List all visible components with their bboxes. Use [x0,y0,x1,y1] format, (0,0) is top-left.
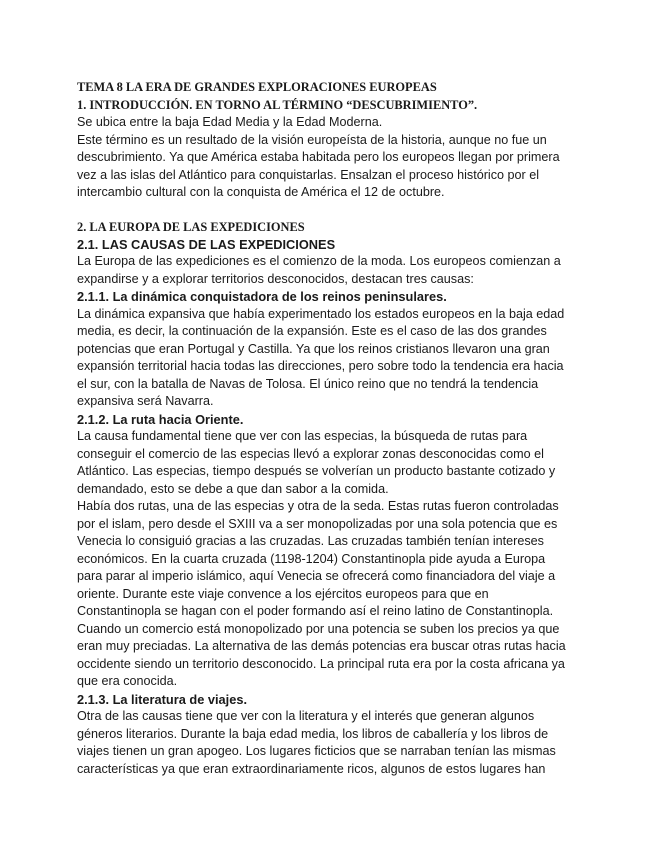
text-line: económicos. En la cuarta cruzada (1198-1204) Constantinopla pide ayuda a Europa [77,551,546,566]
text-line: el sur, con la batalla de Navas de Tolosa. El único reino que no tendrá la tendencia [77,376,539,391]
section-2-1-body [77,253,597,288]
text-line: viajes tienen un gran apogeo. Los lugares ficticios que se narraban tenían las mismas [77,744,556,758]
text-line: La dinámica expansiva que había experimentado los estados europeos en la baja edad [77,306,565,321]
text-line: expansiva será Navarra. [77,394,214,408]
text-line: expandirse y a explorar territorios desconocidos, destacan tres causas: [77,271,474,286]
text-line: vez a las islas del Atlántico para conquistarlas. Ensalzan el proceso histórico por el [77,167,540,182]
text-line: Este término es un resultado de la visión europeísta de la historia, aunque no fue un [77,132,547,147]
section-2-heading: 2. LA EUROPA DE LAS EXPEDICIONES [77,219,305,234]
text-line: Otra de las causas tiene que ver con la literatura y el interés que generan algunos [77,709,535,723]
text-line: descubrimiento. Ya que América estaba habitada pero los europeos llegan por primera [77,150,560,164]
text-line: La Europa de las expediciones es el comienzo de la moda. Los europeos comienzan a [77,254,561,268]
section-2-1-1-heading: 2.1.1. La dinámica conquistadora de los reinos peninsulares. [77,289,447,304]
text-line: expansión territorial hacia todas las direcciones, pero sobre todo la tendencia era hacia [77,359,564,373]
document-title: TEMA 8 LA ERA DE GRANDES EXPLORACIONES EUROPEAS [77,80,437,94]
text-line: Constantinopla se hagan con el poder formando así el reino latino de Constantinopla. [77,604,554,618]
text-line: media, es decir, la continuación de la expansión. Este es el caso de las dos grandes [77,324,547,338]
section-2-1-2-body [77,428,597,691]
text-line: Se ubica entre la baja Edad Media y la Edad Moderna. [77,115,383,129]
text-line: por el islam, pero desde el SXIII va a ser monopolizadas por una sola potencia que es [77,516,558,531]
section-1-body [77,114,597,202]
text-line: La causa fundamental tiene que ver con las especias, la búsqueda de rutas para [77,429,528,443]
text-line: occidente siendo un territorio desconocido. La principal ruta era por la costa africana ya [77,656,565,671]
section-2-1-3-heading: 2.1.3. La literatura de viajes. [77,691,248,707]
text-line: géneros literarios. Durante la baja edad media, los libros de caballería y los libros de [77,726,549,741]
text-line: Atlántico. Las especias, tiempo después se volverían un producto bastante cotizado y [77,464,556,478]
section-2-1-2-heading: 2.1.2. La ruta hacia Oriente. [77,411,244,427]
section-spacer [77,202,597,218]
document-page [77,78,597,778]
text-line: Venecia lo consiguió gracias a las cruzadas. Las cruzadas también tenían intereses [77,534,544,548]
text-line: conseguir el comercio de las especias llevó a explorar zonas desconocidas como el [77,446,544,461]
section-2-1-3-body [77,708,597,778]
section-2-1-heading: 2.1. LAS CAUSAS DE LAS EXPEDICIONES [77,236,336,252]
text-line: para parar al imperio islámico, aquí Venecia se ofrecerá como financiadora del viaje a [77,569,556,583]
text-line: características ya que eran extraordinariamente ricos, algunos de estos lugares han [77,761,546,776]
text-line: Había dos rutas, una de las especias y otra de la seda. Estas rutas fueron controladas [77,499,559,513]
section-2-1-1-body [77,306,597,411]
section-1-heading: 1. INTRODUCCIÓN. EN TORNO AL TÉRMINO “DESCUBRIMIENTO”. [77,98,478,112]
text-line: eran muy preciadas. La alternativa de las demás potencias era buscar otras rutas hacia [77,639,566,653]
text-line: Cuando un comercio está monopolizado por una potencia se suben los precios ya que [77,621,560,636]
text-line: demandado, esto se debe a que dan sabor a la comida. [77,481,389,496]
text-line: intercambio cultural con la conquista de América el 12 de octubre. [77,185,445,199]
text-line: potencias que eran Portugal y Castilla. Ya que los reinos cristianos llevaron una gran [77,341,550,356]
text-line: oriente. Durante este viaje convence a los ejércitos europeos para que en [77,586,489,601]
text-line: que era conocida. [77,674,178,688]
